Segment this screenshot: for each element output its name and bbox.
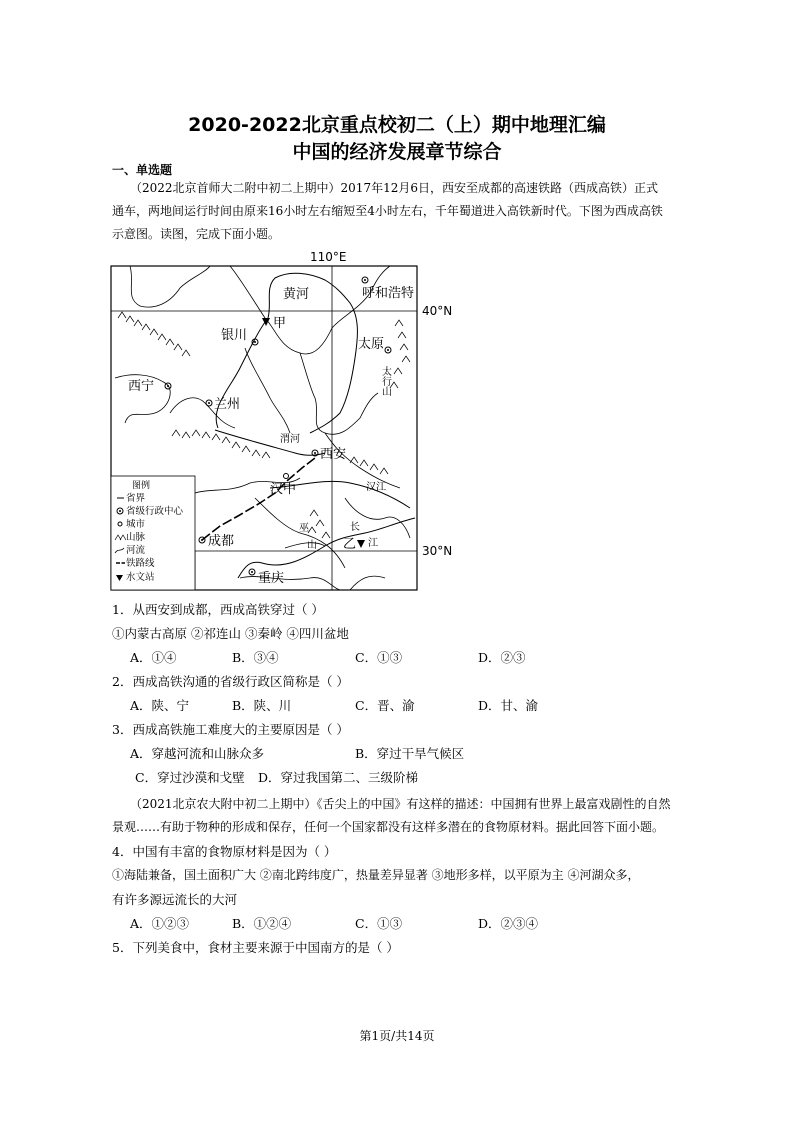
q3-option-d[interactable]: D．穿过我国第二、三级阶梯	[258, 770, 419, 785]
q1-option-d[interactable]: D．②③	[478, 650, 526, 665]
label-xian: 西安	[320, 447, 347, 462]
q5-stem: 5．下列美食中，食材主要来源于中国南方的是（ ）	[112, 940, 399, 955]
passage2-line2: 景观……有助于物种的形成和保存，任何一个国家都没有这样多潜在的食物原材料。据此回答下面小题。	[112, 820, 665, 834]
label-xining: 西宁	[128, 379, 155, 394]
passage2-line1: （2021北京农大附中初二上期中）《舌尖上的中国》有这样的描述：中国拥有世界上最富戏剧性的自然	[130, 797, 671, 811]
label-weihe: 渭河	[280, 434, 300, 445]
q3-option-b[interactable]: B．穿过干旱气候区	[355, 746, 465, 761]
q4-sub1: ①海陆兼备，国土面积广大 ②南北跨纬度广，热量差异显著 ③地形多样，以平原为主 ④河湖众多，	[112, 868, 640, 882]
passage1-line1: （2022北京首师大二附中初二上期中）2017年12月6日，西安至成都的高速铁路（西成高铁）正式	[130, 181, 658, 195]
q1-stem: 1．从西安到成都，西成高铁穿过（ ）	[112, 602, 324, 617]
label-lanzhou: 兰州	[214, 397, 241, 412]
map-legend	[111, 476, 195, 590]
label-hanzhong: 汉中	[270, 482, 297, 497]
lon-label: 110°E	[310, 250, 347, 264]
passage1-line3: 示意图。读图，完成下面小题。	[112, 227, 281, 241]
q4-stem: 4．中国有丰富的食物原材料是因为（ ）	[112, 844, 337, 859]
label-jia: 甲	[273, 316, 287, 331]
q3-option-c[interactable]: C．穿过沙漠和戈壁	[135, 770, 245, 785]
legend-title: 图例	[132, 481, 151, 491]
q1-sub: ①内蒙古高原 ②祁连山 ③秦岭 ④四川盆地	[112, 626, 349, 641]
label-hanjiang: 汉江	[366, 482, 386, 493]
label-chengdu: 成都	[208, 534, 235, 549]
page-subtitle: 中国的经济发展章节综合	[292, 141, 502, 163]
label-taihang: 太行山	[379, 366, 391, 396]
label-wu: 巫	[299, 523, 309, 534]
q4-option-a[interactable]: A．①②③	[130, 916, 190, 931]
legend-item-1: 省级行政中心	[126, 506, 184, 517]
legend-item-3: 山脉	[126, 532, 146, 543]
label-shan: 山	[307, 540, 317, 551]
label-huhehaote: 呼和浩特	[362, 286, 415, 301]
legend-item-5: 铁路线	[126, 558, 155, 569]
legend-item-4: 河流	[126, 545, 146, 556]
q2-option-a[interactable]: A．陕、宁	[130, 698, 190, 713]
passage1-line2: 通车，两地间运行时间由原来16小时左右缩短至4小时左右，千年蜀道进入高铁新时代。下图为西成高铁	[112, 204, 663, 218]
label-yi: 乙	[343, 537, 357, 552]
q2-option-c[interactable]: C．晋、渝	[355, 698, 415, 713]
railway-map	[110, 248, 470, 594]
page-title: 2020-2022北京重点校初二（上）期中地理汇编	[188, 114, 606, 136]
q4-option-b[interactable]: B．①②④	[232, 916, 292, 931]
q2-option-b[interactable]: B．陕、川	[232, 698, 292, 713]
q2-option-d[interactable]: D．甘、渝	[478, 698, 539, 713]
legend-item-2: 城市	[126, 519, 146, 530]
label-jiang: 江	[368, 538, 378, 549]
lat-label-30: 30°N	[422, 544, 453, 558]
section-heading: 一、单选题	[112, 163, 173, 177]
q1-option-c[interactable]: C．①③	[355, 650, 403, 665]
legend-item-0: 省界	[126, 493, 146, 504]
label-yinchuan: 银川	[221, 328, 248, 343]
label-chang: 长	[350, 522, 360, 533]
label-huanghe: 黄河	[283, 287, 310, 302]
q3-option-a[interactable]: A．穿越河流和山脉众多	[130, 746, 265, 761]
lat-label-40: 40°N	[422, 304, 453, 318]
station-yi-icon	[357, 540, 365, 548]
q4-option-c[interactable]: C．①③	[355, 916, 403, 931]
q4-sub2: 有许多源远流长的大河	[112, 892, 238, 907]
q3-stem: 3．西成高铁施工难度大的主要原因是（ ）	[112, 722, 349, 737]
q1-option-b[interactable]: B．③④	[232, 650, 279, 665]
wei-river	[215, 430, 325, 455]
label-chongqing: 重庆	[258, 571, 285, 586]
page-footer: 第1页/共14页	[359, 1029, 435, 1043]
q4-option-d[interactable]: D．②③④	[478, 916, 539, 931]
yangtze-river	[238, 518, 415, 578]
label-taiyuan: 太原	[358, 337, 385, 352]
q2-stem: 2．西成高铁沟通的省级行政区简称是（ ）	[112, 674, 349, 689]
q1-option-a[interactable]: A．①④	[130, 650, 177, 665]
legend-item-6: 水文站	[126, 572, 155, 583]
